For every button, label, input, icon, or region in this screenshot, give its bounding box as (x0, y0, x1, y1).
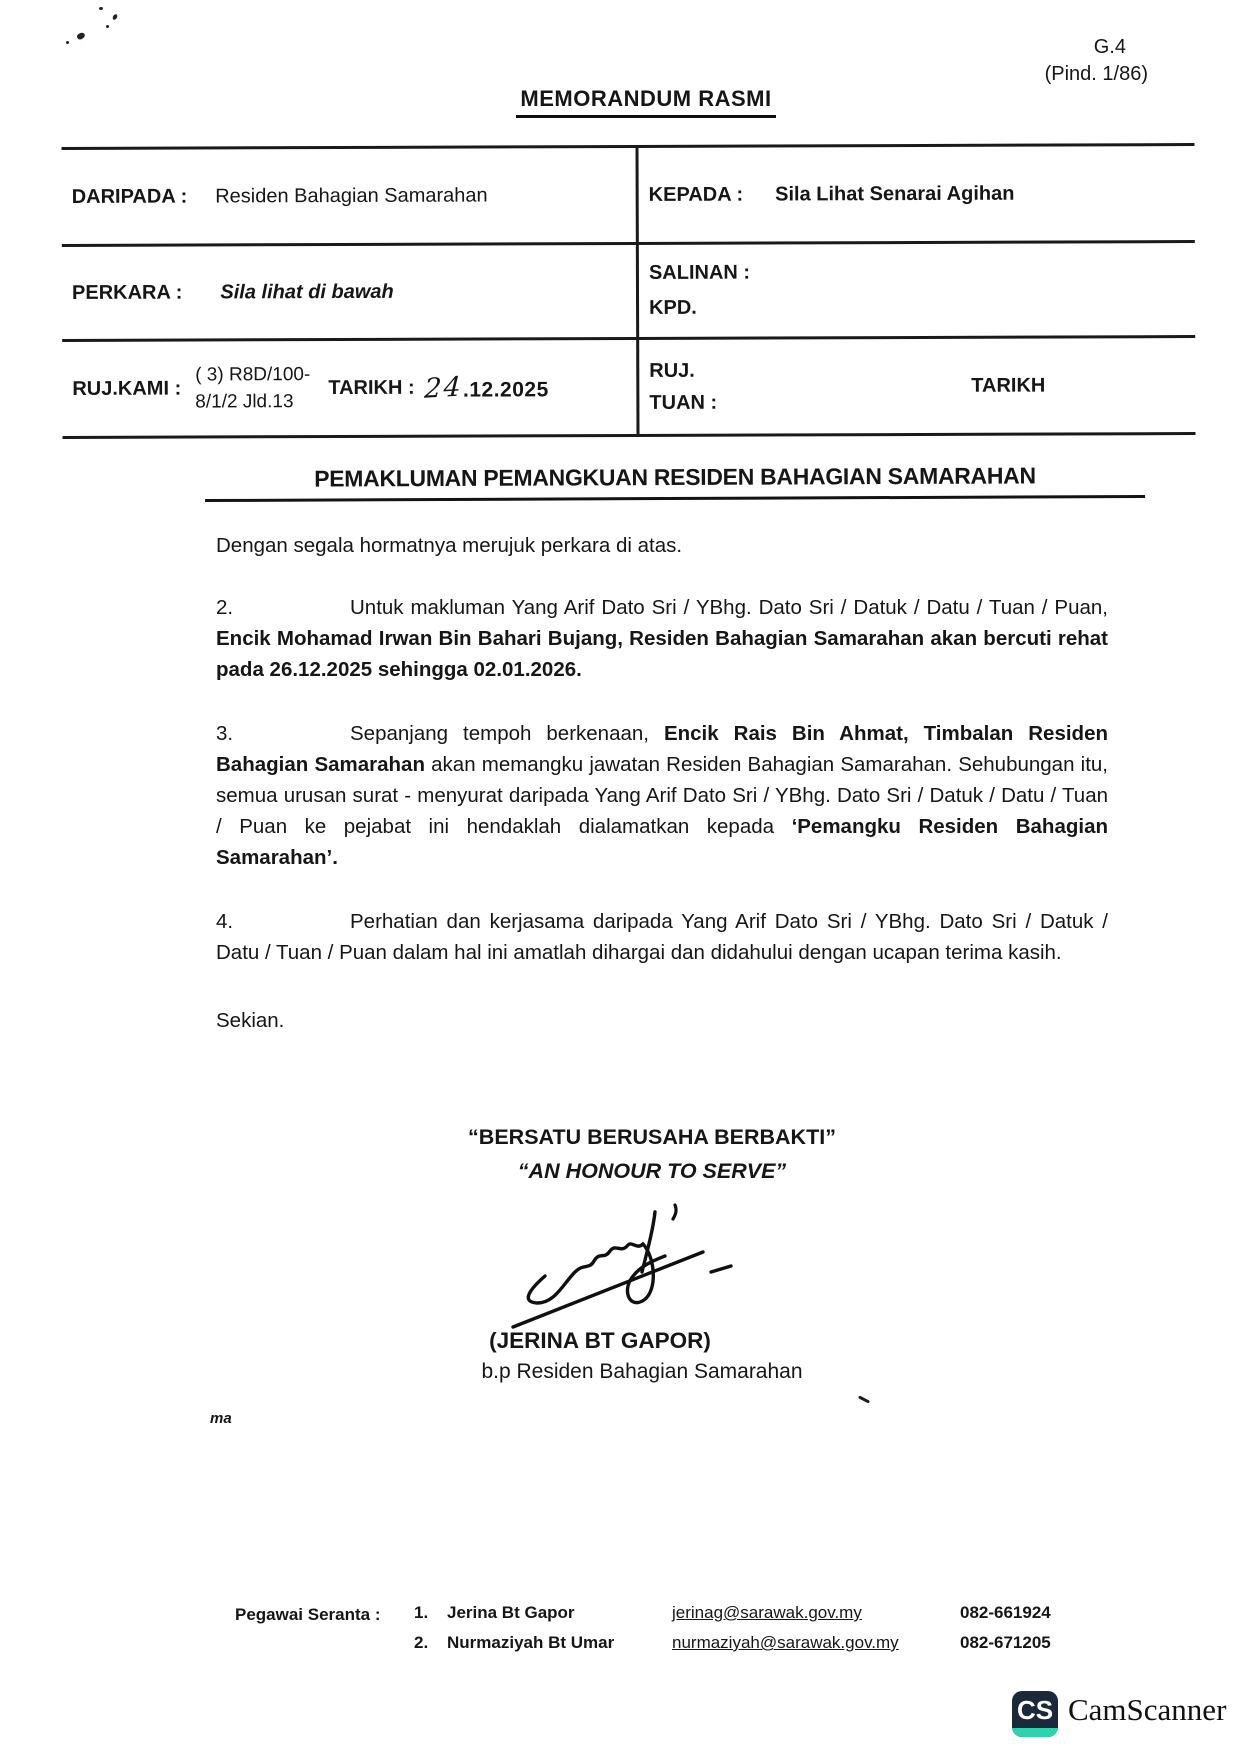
ink-speck (76, 31, 86, 41)
perkara-value: Sila lihat di bawah (220, 280, 394, 303)
paragraph-4 (216, 906, 1108, 968)
motto-block (0, 1120, 1240, 1188)
paragraph-2-bold-text: Encik Mohamad Irwan Bin Bahari Bujang, Residen Bahagian Samarahan akan bercuti rehat pada 26.12.2025 sehingga 02.01.2026. (216, 627, 1108, 681)
table-row-subject-copy (62, 240, 1195, 339)
cell-daripada (62, 148, 639, 244)
camscanner-badge-text: CS (1016, 1695, 1054, 1725)
perkara-label: PERKARA : (71, 281, 183, 304)
cell-ruj-tuan (639, 338, 1195, 434)
tarikh-right-label: TARIKH (971, 374, 1046, 397)
cell-salinan (639, 243, 1195, 337)
pegawai-seranta-label: Pegawai Seranta : (235, 1605, 381, 1624)
paragraph-3-bold-title: ‘Pemangku Residen Bahagian Samarahan’. (216, 815, 1108, 869)
ink-speck (112, 13, 118, 20)
table-row-ref-date (62, 335, 1195, 439)
page-title-wrap (0, 86, 1240, 118)
ruj-kami-reference (195, 361, 310, 415)
tarikh-label: TARIKH : (328, 376, 415, 399)
contact-email: nurmaziyah@sarawak.gov.my (672, 1633, 899, 1652)
motto-line-1: “BERSATU BERUSAHA BERBAKTI” (468, 1125, 836, 1149)
ruj-tuan-label (649, 355, 717, 419)
table-row-from-to (61, 143, 1194, 244)
cell-perkara (62, 245, 639, 339)
page-title: MEMORANDUM RASMI (516, 86, 775, 118)
camscanner-wordmark: CamScanner (1068, 1692, 1227, 1727)
ink-speck (99, 7, 103, 10)
ink-speck (106, 25, 109, 28)
signatory-name: (JERINA BT GAPOR) (489, 1328, 711, 1353)
contact-phone: 082-671205 (960, 1633, 1051, 1652)
paragraph-2-number: 2. (216, 596, 234, 619)
tarikh-value (425, 372, 549, 403)
paragraph-3-text-2: akan memangku jawatan Residen Bahagian Samarahan. Sehubungan itu, semua urusan surat - menyurat daripada Yang Arif Dato Sri / YBhg. Dato Sri / Datuk / Datu / Tuan / Puan ke pejabat ini hendaklah dialamatkan kepada (216, 753, 1108, 838)
camscanner-logo-icon (1012, 1691, 1058, 1737)
camscanner-accent-strip (1012, 1728, 1058, 1737)
typist-initials: ma (210, 1410, 232, 1427)
memo-header-table (61, 143, 1195, 439)
kepada-label: KEPADA : (648, 183, 744, 206)
contact-phone: 082-661924 (960, 1603, 1051, 1622)
contact-name: Nurmaziyah Bt Umar (447, 1633, 615, 1652)
tarikh-day-handwritten: 24 (423, 371, 464, 405)
motto-line-2: “AN HONOUR TO SERVE” (517, 1159, 787, 1183)
signatory-behalf: b.p Residen Bahagian Samarahan (481, 1360, 803, 1383)
letter-body (216, 530, 1108, 1069)
paragraph-4-number: 4. (216, 910, 234, 933)
salinan-label: SALINAN : (648, 261, 751, 284)
ruj-kami-ref-line2: 8/1/2 Jld.13 (195, 391, 294, 413)
contact-email: jerinag@sarawak.gov.my (672, 1603, 862, 1622)
subject-heading: PEMAKLUMAN PEMANGKUAN RESIDEN BAHAGIAN SAMARAHAN (205, 462, 1145, 502)
daripada-value: Residen Bahagian Samarahan (215, 183, 488, 207)
ruj-kami-ref-line1: ( 3) R8D/100- (195, 364, 311, 386)
ruj-tuan-line2: TUAN : (649, 391, 718, 414)
handwritten-signature (505, 1200, 765, 1335)
kpd-label: KPD. (649, 296, 697, 319)
paragraph-2 (216, 592, 1108, 685)
opening-line: Dengan segala hormatnya merujuk perkara di atas. (216, 534, 683, 557)
paragraph-3-bold-name: Encik Rais Bin Ahmat, Timbalan Residen Bahagian Samarahan (216, 722, 1108, 776)
form-code-block (1045, 34, 1148, 88)
stray-pen-mark (858, 1395, 870, 1403)
tarikh-month-year: .12.2025 (462, 377, 549, 402)
form-revision: (Pind. 1/86) (1044, 63, 1148, 85)
contact-number: 1. (414, 1603, 429, 1622)
paragraph-4-text: Perhatian dan kerjasama daripada Yang Arif Dato Sri / YBhg. Dato Sri / Datuk / Datu / Tuan / Puan dalam hal ini amatlah dihargai dan didahului dengan ucapan terima kasih. (216, 910, 1108, 964)
paragraph-3 (216, 718, 1108, 873)
daripada-label: DARIPADA : (71, 185, 188, 208)
paragraph-3-text-1: Sepanjang tempoh berkenaan, (350, 722, 664, 745)
ruj-tuan-line1: RUJ. (649, 359, 695, 382)
closing-line: Sekian. (216, 1009, 285, 1032)
contact-number: 2. (414, 1633, 429, 1652)
ruj-kami-label: RUJ.KAMI : (72, 377, 182, 400)
paragraph-3-number: 3. (216, 722, 234, 745)
paragraph-2-text: Untuk makluman Yang Arif Dato Sri / YBhg. Dato Sri / Datuk / Datu / Tuan / Puan, (350, 596, 1108, 619)
kepada-value: Sila Lihat Senarai Agihan (775, 182, 1015, 205)
ink-speck (66, 41, 69, 44)
cell-kepada (639, 146, 1195, 242)
cell-ruj-kami (62, 340, 639, 436)
form-code: G.4 (1093, 36, 1126, 58)
contact-name: Jerina Bt Gapor (447, 1603, 575, 1622)
